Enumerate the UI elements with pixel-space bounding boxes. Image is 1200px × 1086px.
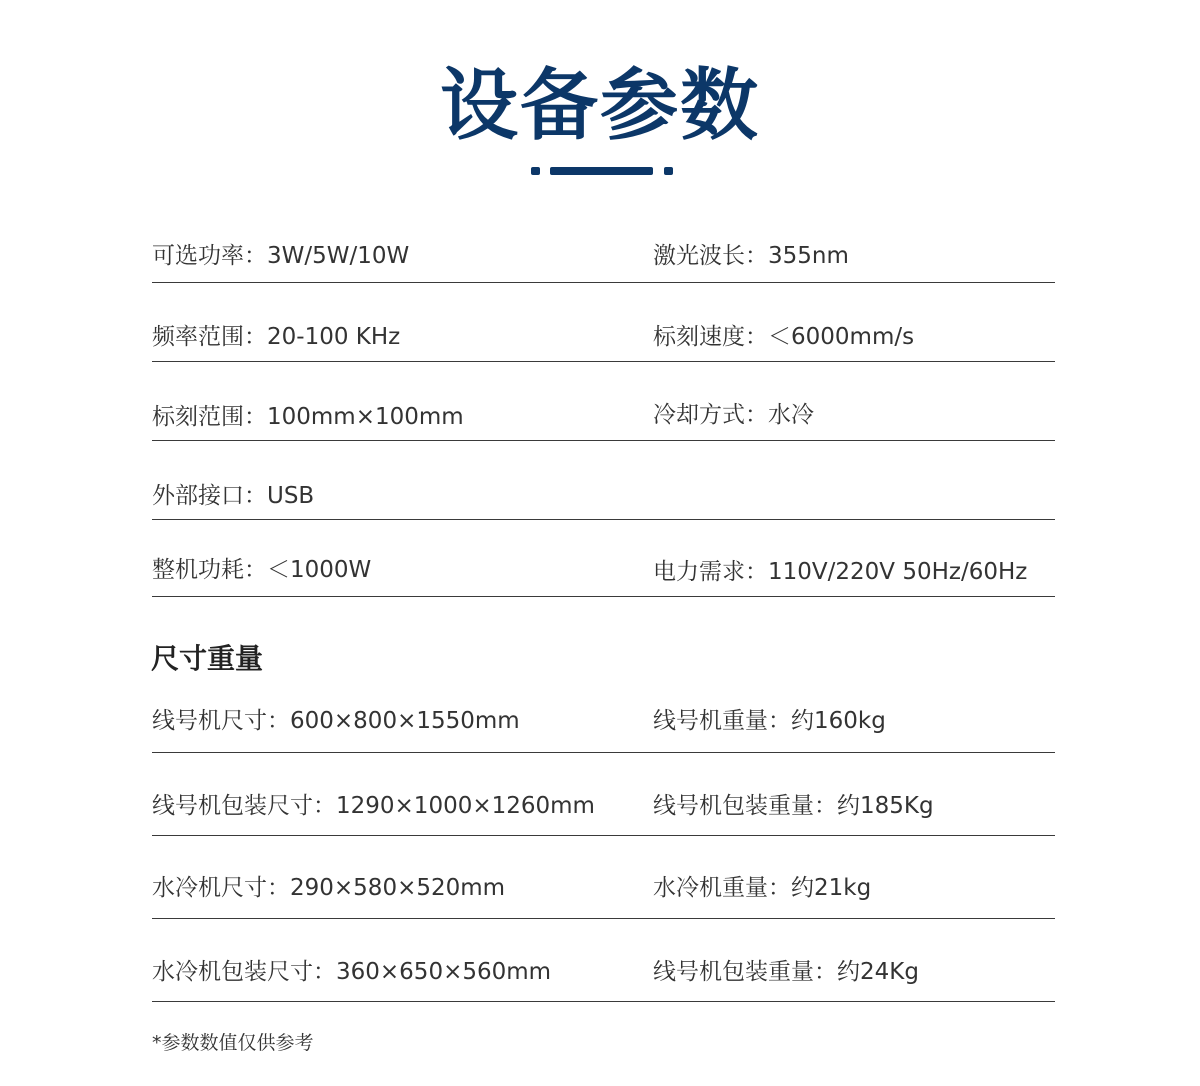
spec-row <box>152 555 1055 597</box>
spec-right: 电力需求：110V/220V 50Hz/60Hz <box>653 559 1028 585</box>
dimension-right: 线号机包装重量：约185Kg <box>653 793 934 819</box>
spec-row <box>152 239 1055 283</box>
spec-row <box>152 479 1055 520</box>
spec-row <box>152 400 1055 441</box>
dimension-left: 水冷机包装尺寸：360×650×560mm <box>152 959 552 985</box>
footnote: *参数数值仅供参考 <box>152 1032 314 1054</box>
spec-left: 标刻范围：100mm×100mm <box>152 404 464 430</box>
dimension-right: 线号机包装重量：约24Kg <box>653 959 919 985</box>
dimension-row <box>152 957 1055 1002</box>
dimension-left: 线号机尺寸：600×800×1550mm <box>152 708 520 734</box>
spec-left: 频率范围：20-100 KHz <box>152 324 401 350</box>
spec-row <box>152 320 1055 362</box>
dimension-left: 水冷机尺寸：290×580×520mm <box>152 875 506 901</box>
dimension-row <box>152 873 1055 919</box>
spec-right: 冷却方式：水冷 <box>653 402 814 428</box>
dimension-left: 线号机包装尺寸：1290×1000×1260mm <box>152 793 595 819</box>
section-title: 尺寸重量 <box>151 642 264 675</box>
divider-dot-left <box>531 167 540 175</box>
divider-bar <box>550 167 653 175</box>
spec-left: 可选功率：3W/5W/10W <box>152 243 410 269</box>
spec-right: 标刻速度：＜6000mm/s <box>653 324 915 350</box>
spec-right: 激光波长：355nm <box>653 243 849 269</box>
dimension-row <box>152 791 1055 836</box>
spec-left: 整机功耗：＜1000W <box>152 557 372 583</box>
dimension-right: 水冷机重量：约21kg <box>653 875 872 901</box>
spec-left: 外部接口：USB <box>152 483 315 509</box>
page-title: 设备参数 <box>439 61 760 151</box>
dimension-right: 线号机重量：约160kg <box>653 708 886 734</box>
divider-dot-right <box>664 167 673 175</box>
dimension-row <box>152 706 1055 753</box>
